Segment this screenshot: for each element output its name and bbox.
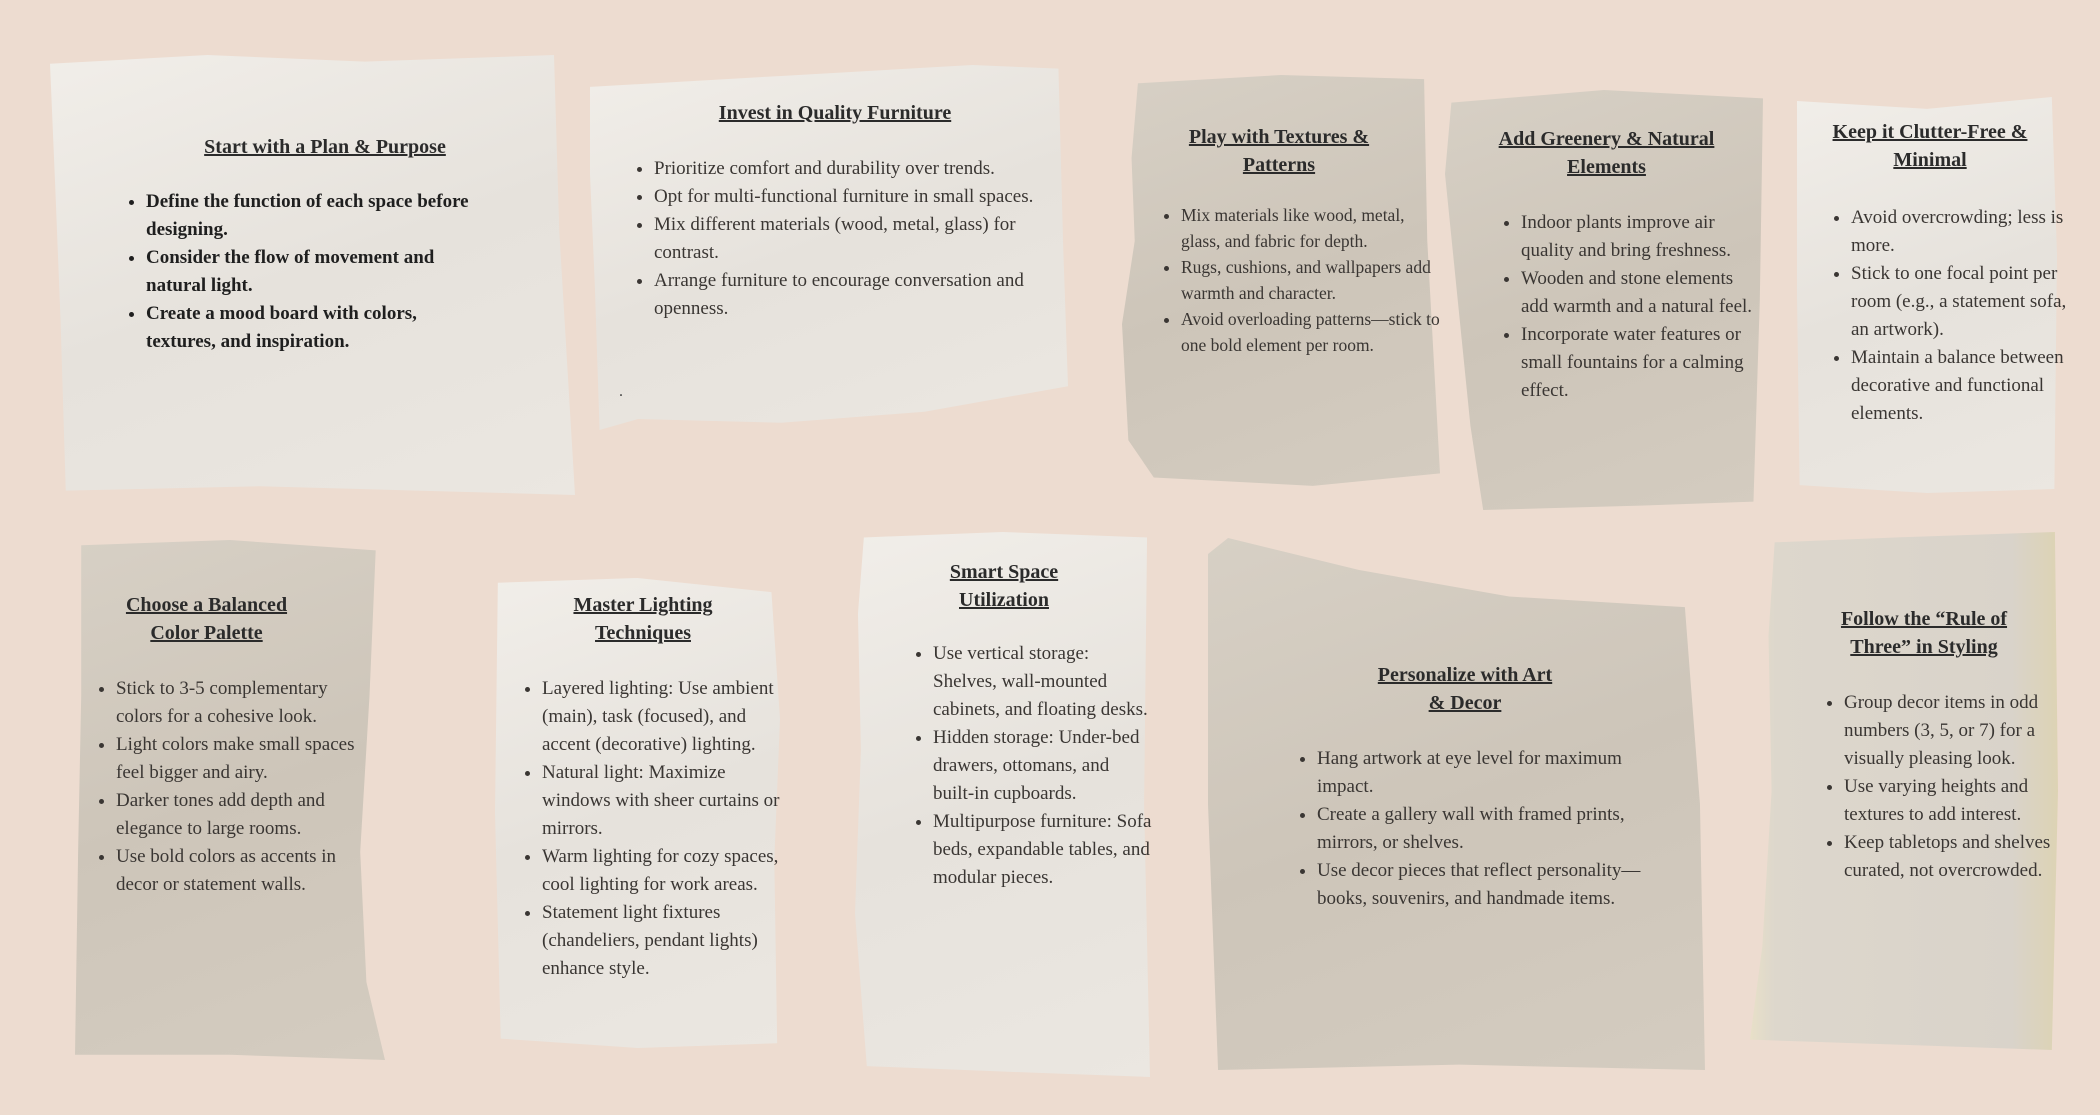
list-item: • Define the function of each space before designing. bbox=[146, 188, 486, 244]
list-item: • Hidden storage: Under-bed drawers, ottomans, and built-in cupboards. bbox=[933, 724, 1153, 808]
list-item: • Mix materials like wood, metal, glass, and fabric for depth. bbox=[1181, 202, 1441, 254]
list-item: • Use bold colors as accents in decor or statement walls. bbox=[116, 843, 366, 899]
list-item: • Arrange furniture to encourage conversation and openness. bbox=[654, 267, 1074, 323]
card-palette-list bbox=[90, 675, 366, 899]
card-furniture-title: Invest in Quality Furniture bbox=[718, 102, 952, 124]
list-item: • Prioritize comfort and durability over trends. bbox=[654, 155, 1074, 183]
list-item: • Natural light: Maximize windows with sheer curtains or mirrors. bbox=[542, 759, 792, 843]
list-item: • Layered lighting: Use ambient (main), task (focused), and accent (decorative) lighting. bbox=[542, 675, 792, 759]
list-item: • Hang artwork at eye level for maximum impact. bbox=[1317, 745, 1647, 801]
card-personalize-title: Personalize with Art & Decor bbox=[1377, 664, 1553, 714]
card-lighting-title: Master Lighting Techniques bbox=[573, 594, 713, 644]
list-item: • Use vertical storage: Shelves, wall-mounted cabinets, and floating desks. bbox=[933, 640, 1153, 724]
card-personalize-list bbox=[1291, 745, 1647, 913]
card-clutter-list bbox=[1825, 204, 2073, 428]
card-three-title: Follow the “Rule of Three” in Styling bbox=[1840, 608, 2008, 658]
list-item: • Warm lighting for cozy spaces, cool lighting for work areas. bbox=[542, 843, 792, 899]
list-item: • Opt for multi-functional furniture in small spaces. bbox=[654, 183, 1074, 211]
card-three-list bbox=[1818, 689, 2069, 885]
list-item: • Stick to 3-5 complementary colors for a cohesive look. bbox=[116, 675, 366, 731]
list-item: • Use varying heights and textures to add interest. bbox=[1844, 773, 2069, 829]
card-textures-title: Play with Textures & Patterns bbox=[1188, 126, 1370, 176]
card-lighting-list bbox=[516, 675, 792, 983]
list-item: • Light colors make small spaces feel bigger and airy. bbox=[116, 731, 366, 787]
list-item: • Use decor pieces that reflect personality—books, souvenirs, and handmade items. bbox=[1317, 857, 1647, 913]
card-greenery-list bbox=[1495, 209, 1761, 405]
card-plan-title: Start with a Plan & Purpose bbox=[204, 136, 446, 158]
list-item: • Rugs, cushions, and wallpapers add warmth and character. bbox=[1181, 254, 1441, 306]
card-space-title: Smart Space Utilization bbox=[949, 561, 1059, 611]
card-furniture-list bbox=[628, 155, 1074, 323]
list-item: • Multipurpose furniture: Sofa beds, expandable tables, and modular pieces. bbox=[933, 808, 1153, 892]
card-greenery-title: Add Greenery & Natural Elements bbox=[1498, 128, 1715, 178]
card-palette-title: Choose a Balanced Color Palette bbox=[125, 594, 288, 644]
list-item: • Statement light fixtures (chandeliers, pendant lights) enhance style. bbox=[542, 899, 792, 983]
list-item: • Incorporate water features or small fountains for a calming effect. bbox=[1521, 321, 1761, 405]
list-item: • Wooden and stone elements add warmth and a natural feel. bbox=[1521, 265, 1761, 321]
list-item: • Darker tones add depth and elegance to large rooms. bbox=[116, 787, 366, 843]
card-plan-list bbox=[120, 188, 486, 356]
list-item: • Create a gallery wall with framed prints, mirrors, or shelves. bbox=[1317, 801, 1647, 857]
card-space-list bbox=[907, 640, 1153, 892]
list-item: • Keep tabletops and shelves curated, not overcrowded. bbox=[1844, 829, 2069, 885]
list-item: • Consider the flow of movement and natural light. bbox=[146, 244, 486, 300]
list-item: • Mix different materials (wood, metal, glass) for contrast. bbox=[654, 211, 1074, 267]
list-item: • Group decor items in odd numbers (3, 5, or 7) for a visually pleasing look. bbox=[1844, 689, 2069, 773]
list-item: • Avoid overloading patterns—stick to one bold element per room. bbox=[1181, 306, 1441, 358]
list-item: • Maintain a balance between decorative and functional elements. bbox=[1851, 344, 2073, 428]
list-item: • Stick to one focal point per room (e.g., a statement sofa, an artwork). bbox=[1851, 260, 2073, 344]
list-item: • Indoor plants improve air quality and bring freshness. bbox=[1521, 209, 1761, 265]
card-clutter-title: Keep it Clutter-Free & Minimal bbox=[1832, 121, 2028, 171]
card-textures-list bbox=[1155, 202, 1441, 358]
list-item: • Avoid overcrowding; less is more. bbox=[1851, 204, 2073, 260]
stray-mark: . bbox=[619, 383, 623, 400]
list-item: • Create a mood board with colors, textures, and inspiration. bbox=[146, 300, 486, 356]
